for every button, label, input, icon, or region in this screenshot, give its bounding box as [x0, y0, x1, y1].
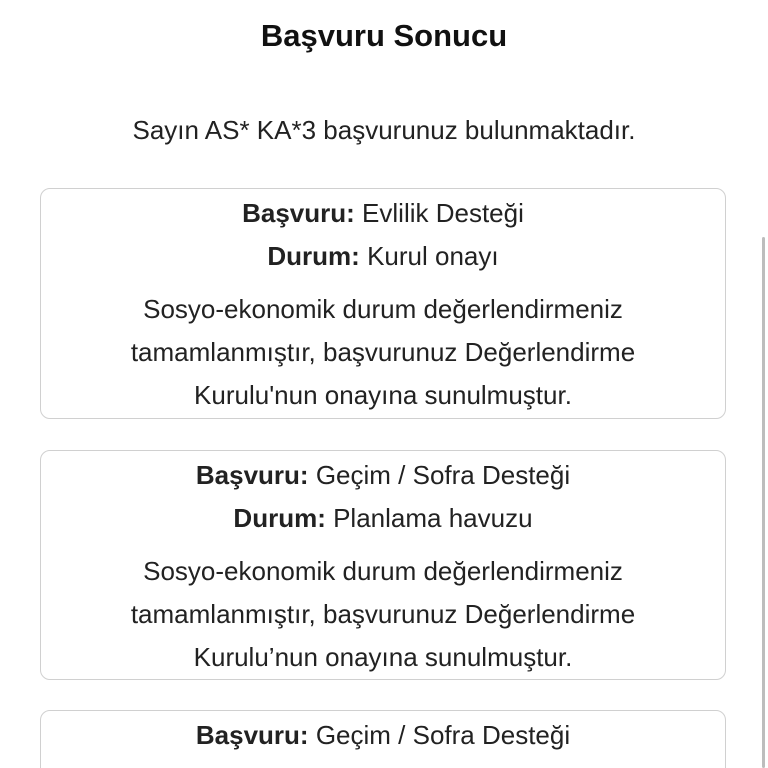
application-status-row — [41, 497, 725, 540]
description-line: Kurulu’nun onayına sunulmuştur. — [193, 642, 573, 672]
application-type-row — [41, 192, 725, 235]
application-card — [40, 188, 726, 419]
application-description — [41, 550, 725, 679]
application-label: Başvuru: — [195, 460, 309, 490]
application-type: Geçim / Sofra Desteği — [315, 460, 571, 490]
application-label: Başvuru: — [242, 198, 355, 228]
application-type-row — [41, 454, 725, 497]
application-status: Planlama havuzu — [333, 503, 533, 533]
application-type: Geçim / Sofra Desteği — [315, 720, 571, 750]
description-line: Sosyo-ekonomik durum değerlendirmeniz — [143, 294, 623, 324]
application-status: Kurul onayı — [367, 241, 499, 271]
application-label: Başvuru: — [195, 720, 309, 750]
description-line: Kurulu'nun onayına sunulmuştur. — [194, 380, 572, 410]
intro-text: Sayın AS* KA*3 başvurunuz bulunmaktadır. — [132, 115, 636, 145]
description-line: tamamlanmıştır, başvurunuz Değerlendirme — [130, 599, 636, 629]
description-line: Sosyo-ekonomik durum değerlendirmeniz — [143, 556, 623, 586]
application-description — [41, 288, 725, 417]
application-type-row — [41, 714, 725, 757]
application-status-row — [41, 235, 725, 278]
page-title: Başvuru Sonucu — [260, 18, 508, 53]
application-card — [40, 450, 726, 680]
application-card — [40, 710, 726, 768]
vertical-scrollbar[interactable] — [762, 237, 765, 768]
application-type: Evlilik Desteği — [362, 198, 524, 228]
description-line: tamamlanmıştır, başvurunuz Değerlendirme — [130, 337, 636, 367]
status-label: Durum: — [233, 503, 326, 533]
status-label: Durum: — [267, 241, 360, 271]
